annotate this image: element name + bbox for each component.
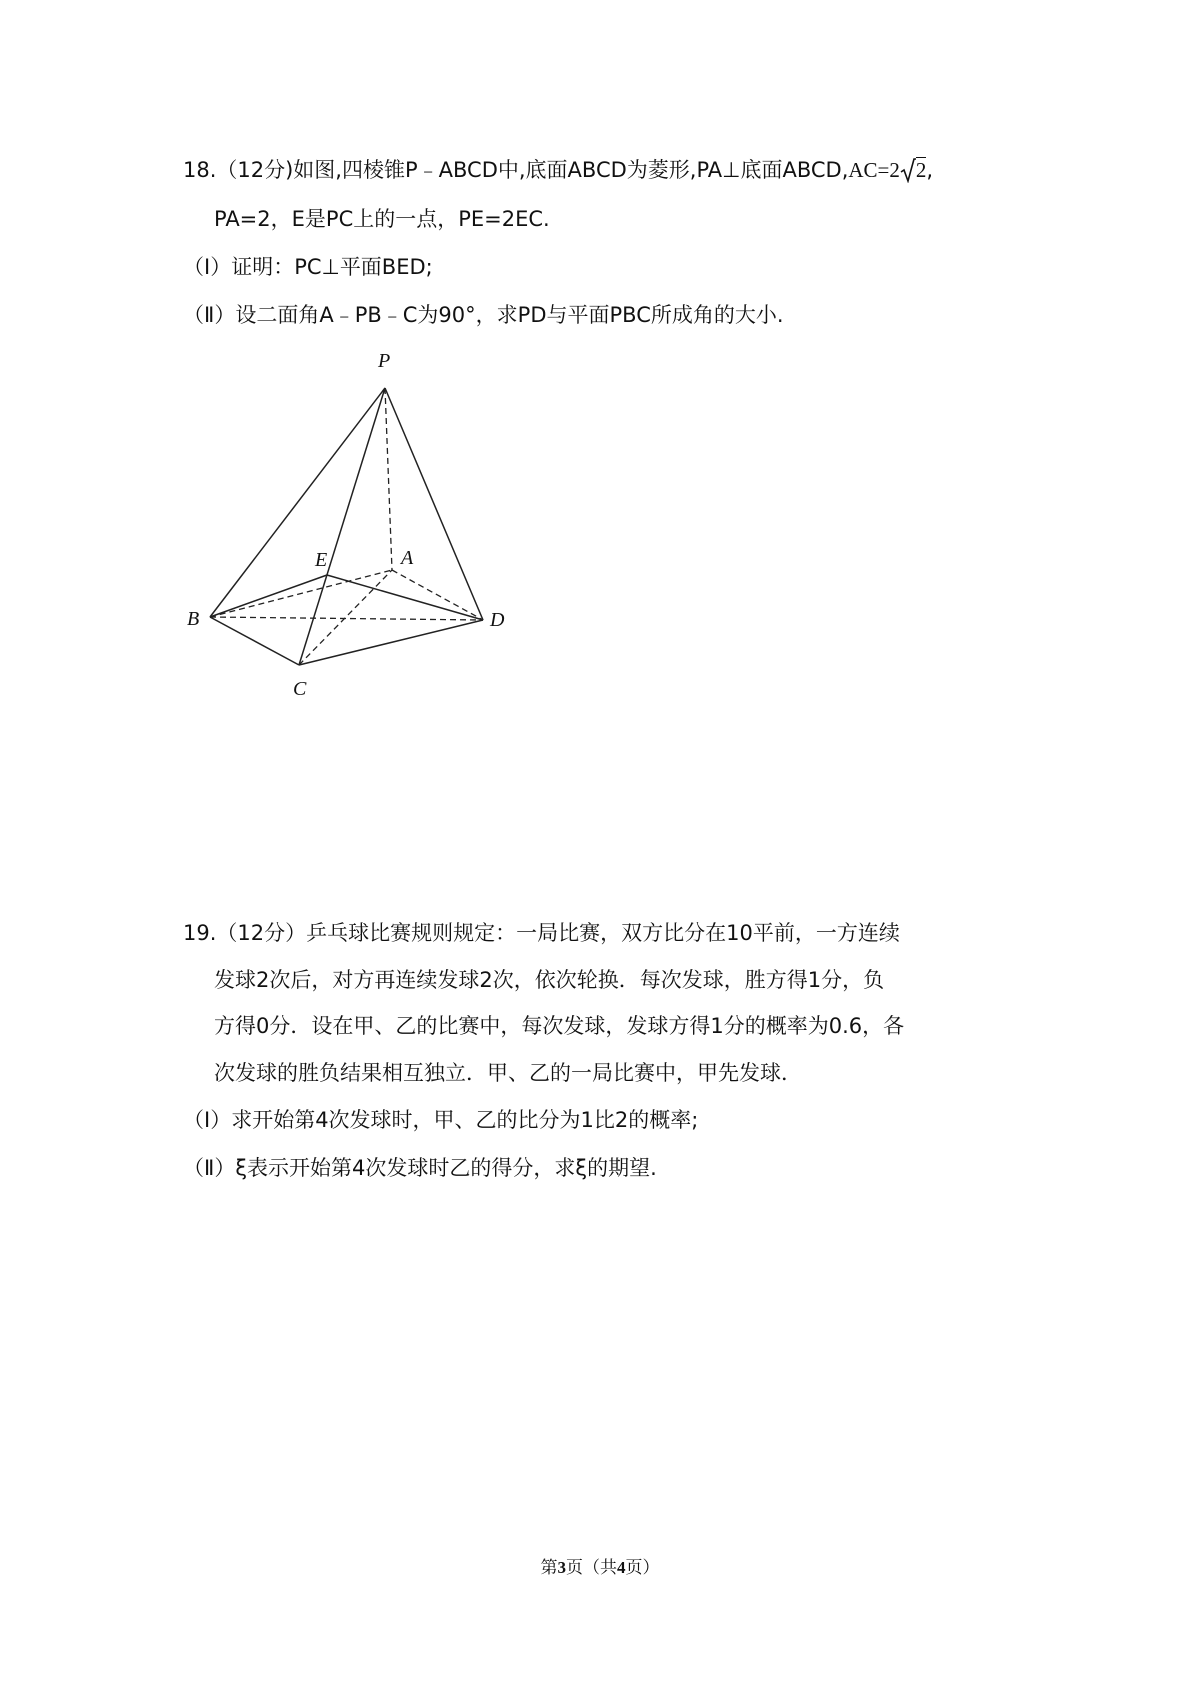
page-footer xyxy=(0,1556,1200,1580)
q19-line-1: 19.（12分）乒乓球比赛规则规定：一局比赛，双方比分在10平前，一方连续 xyxy=(183,921,900,945)
pyramid-figure xyxy=(175,345,515,705)
vertex-label-B: B xyxy=(187,608,200,630)
footer-prefix: 第 xyxy=(540,1558,558,1577)
vertex-label-P: P xyxy=(378,350,391,372)
footer-suffix: 页） xyxy=(625,1558,660,1577)
ac-formula-text: AC=2 xyxy=(848,158,900,182)
edge-PB xyxy=(210,388,385,617)
edge-PA-hidden xyxy=(385,388,392,570)
q18-line-1-end: , xyxy=(926,158,934,182)
edge-BE xyxy=(210,575,327,617)
ac-formula xyxy=(848,158,926,182)
q18-part-2: （Ⅱ）设二面角A﹣PB﹣C为90°，求PD与平面PBC所成角的大小. xyxy=(183,303,784,327)
edge-BA-hidden xyxy=(210,570,392,617)
vertex-label-A: A xyxy=(401,547,414,569)
q18-line-1 xyxy=(183,155,933,185)
q18-part-1: （Ⅰ）证明：PC⊥平面BED; xyxy=(183,255,433,279)
edge-BD-hidden xyxy=(210,617,483,620)
edge-PC xyxy=(299,388,385,665)
footer-page-number: 3 xyxy=(557,1558,566,1577)
q18-line-2: PA=2，E是PC上的一点，PE=2EC. xyxy=(214,207,550,231)
vertex-label-D: D xyxy=(490,609,505,631)
edge-PD xyxy=(385,388,483,620)
q19-part-1: （Ⅰ）求开始第4次发球时，甲、乙的比分为1比2的概率; xyxy=(183,1108,699,1132)
footer-middle: 页（共 xyxy=(566,1558,617,1577)
edge-BC xyxy=(210,617,299,665)
vertex-label-E: E xyxy=(315,549,328,571)
q19-line-4: 次发球的胜负结果相互独立．甲、乙的一局比赛中，甲先发球． xyxy=(214,1061,802,1085)
q19-line-3: 方得0分．设在甲、乙的比赛中，每次发球，发球方得1分的概率为0.6，各 xyxy=(214,1014,905,1038)
q19-part-2: （Ⅱ）ξ表示开始第4次发球时乙的得分，求ξ的期望. xyxy=(183,1156,657,1180)
q18-stem-text: 18.（12分)如图,四棱锥P﹣ABCD中,底面ABCD为菱形,PA⊥底面ABCD, xyxy=(183,158,849,182)
edge-CD xyxy=(299,620,483,665)
vertex-label-C: C xyxy=(293,678,307,700)
footer-total-pages: 4 xyxy=(617,1558,626,1577)
edge-AD-hidden xyxy=(392,570,483,620)
q19-line-2: 发球2次后，对方再连续发球2次，依次轮换．每次发球，胜方得1分，负 xyxy=(214,968,885,992)
sqrt-radical-icon xyxy=(900,157,916,183)
sqrt-argument: 2 xyxy=(915,158,927,182)
